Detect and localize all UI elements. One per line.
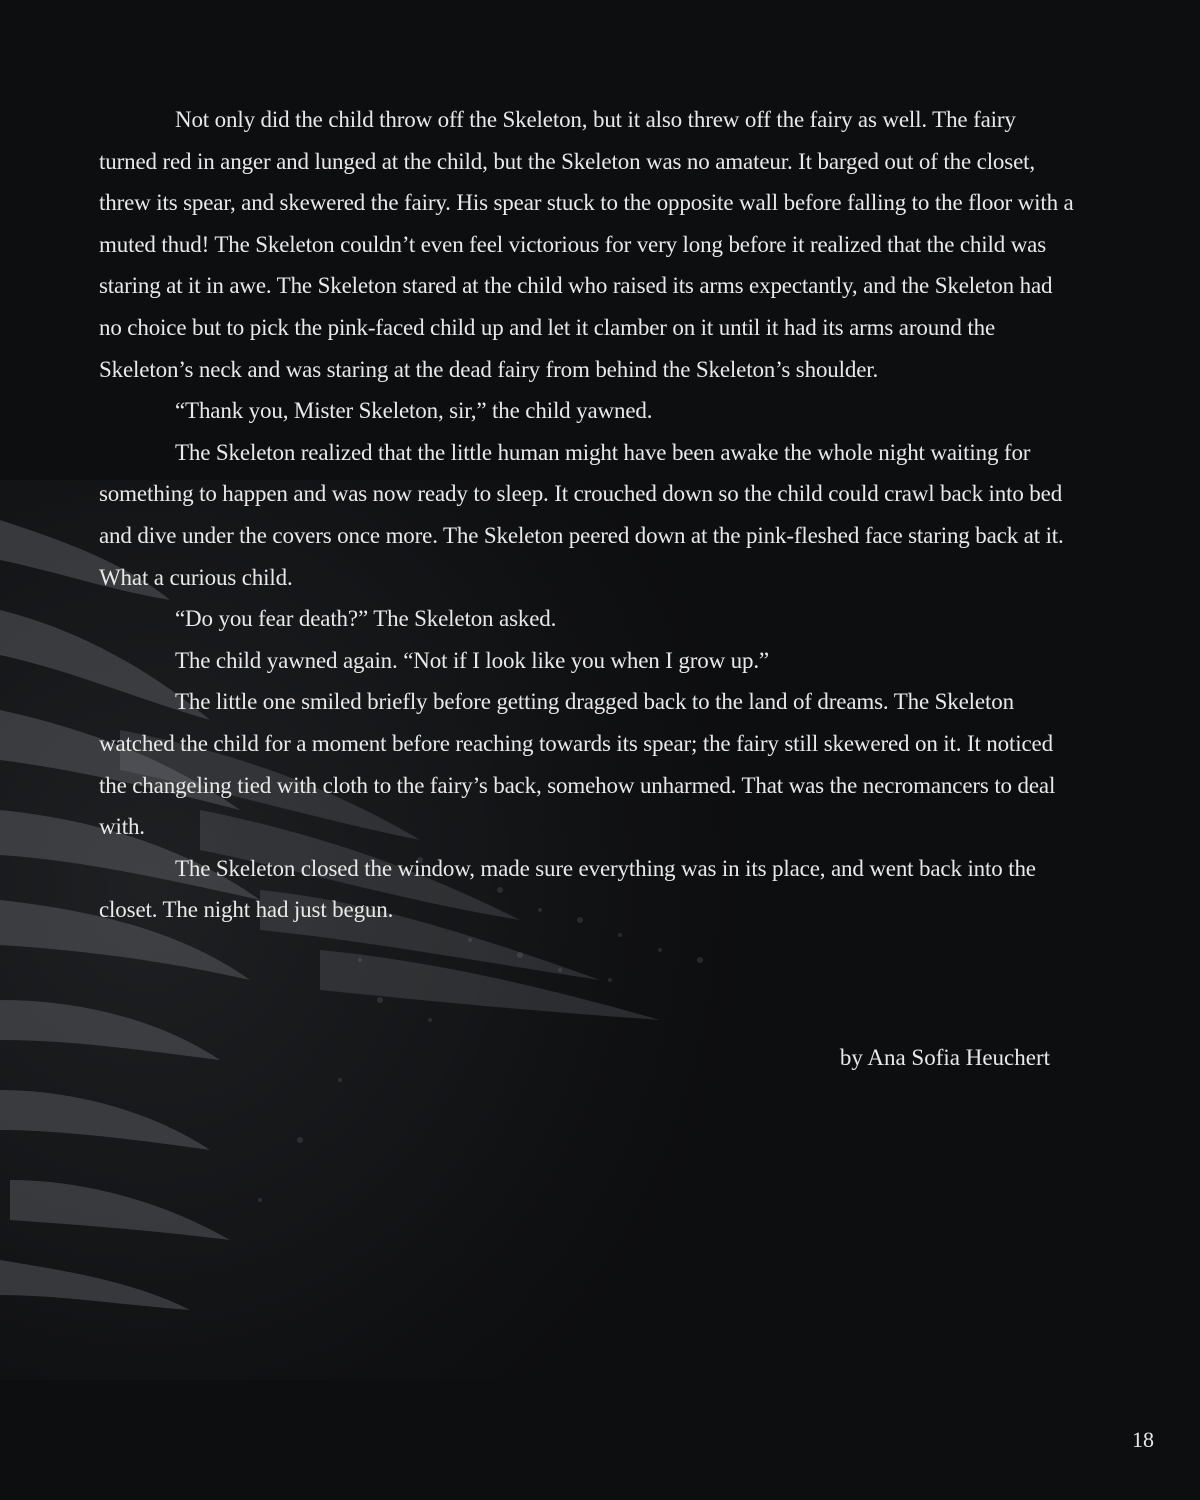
page-number: 18 (1132, 1427, 1154, 1452)
story-paragraph: The child yawned again. “Not if I look like you when I grow up.” (175, 647, 769, 673)
author-byline: by Ana Sofia Heuchert (839, 1045, 1050, 1070)
story-paragraph: The Skeleton closed the window, made sure everything was in its place, and went back into the closet. The night had just begun. (99, 855, 1036, 923)
story-paragraph: The little one smiled briefly before getting dragged back to the land of dreams. The Skeleton watched the child for a moment before reaching towards its spear; the fairy still skewered on it. It noticed the changeling tied with cloth to the fairy’s back, somehow unharmed. That was the necromancers to deal with. (99, 689, 1056, 840)
story-paragraph: The Skeleton realized that the little human might have been awake the whole night waiting for something to happen and was now ready to sleep. It crouched down so the child could crawl back into bed and dive under the covers once more. The Skeleton peered down at the pink-fleshed face staring back at it. What a curious child. (99, 439, 1064, 590)
story-body (99, 99, 1074, 931)
story-paragraph: “Do you fear death?” The Skeleton asked. (175, 606, 557, 632)
story-paragraph: “Thank you, Mister Skeleton, sir,” the child yawned. (175, 398, 653, 424)
story-paragraph: Not only did the child throw off the Skeleton, but it also threw off the fairy as well. The fairy turned red in anger and lunged at the child, but the Skeleton was no amateur. It barged out of the closet, threw its spear, and skewered the fairy. His spear stuck to the opposite wall before falling to the floor with a muted thud! The Skeleton couldn’t even feel victorious for very long before it realized that the child was staring at it in awe. The Skeleton stared at the child who raised its arms expectantly, and the Skeleton had no choice but to pick the pink-faced child up and let it clamber on it until it had its arms around the Skeleton’s neck and was staring at the dead fairy from behind the Skeleton’s shoulder. (99, 107, 1074, 382)
